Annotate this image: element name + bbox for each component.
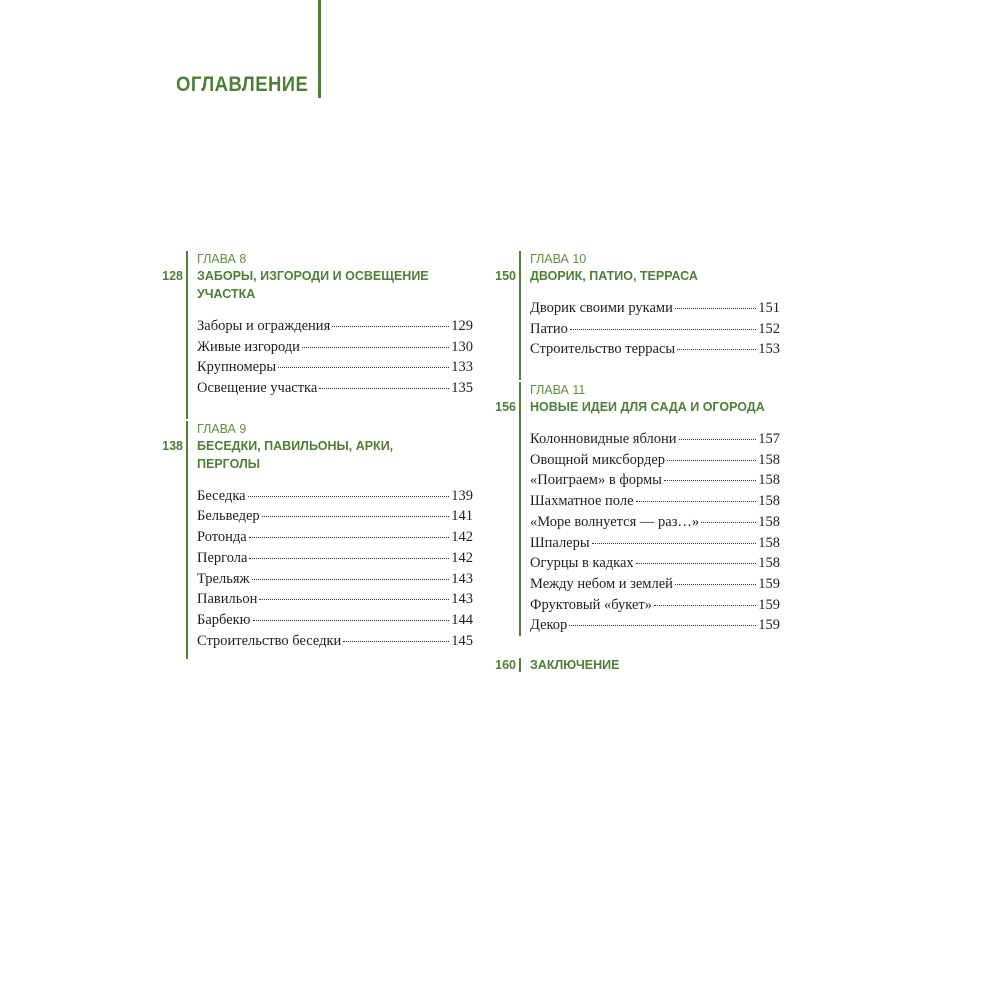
chapter-title-line: ЗАКЛЮЧЕНИЕ xyxy=(530,657,620,672)
chapter-page-number: 150 xyxy=(495,269,516,283)
chapter-heading[interactable] xyxy=(162,267,473,303)
toc-entry-page: 158 xyxy=(758,534,780,551)
toc-entry-title: Ротонда xyxy=(197,529,247,546)
chapter-divider xyxy=(186,251,188,419)
chapter-title-line: ДВОРИК, ПАТИО, ТЕРРАСА xyxy=(530,269,698,283)
toc-entry-title: Пергола xyxy=(197,549,248,566)
dot-leader xyxy=(569,625,756,626)
toc-entry-page: 142 xyxy=(451,549,473,566)
chapter-divider xyxy=(519,658,521,672)
dot-leader xyxy=(259,599,449,600)
toc-entry[interactable] xyxy=(197,631,473,652)
toc-entry-title: «Поиграем» в формы xyxy=(530,472,662,489)
chapter-page-number: 138 xyxy=(162,438,183,453)
toc-entry-title: Строительство террасы xyxy=(530,341,676,358)
toc-entry-title: Между небом и землей xyxy=(530,575,673,592)
dot-leader xyxy=(248,496,450,497)
toc-entry-title: Фруктовый «букет» xyxy=(530,596,653,613)
dot-leader xyxy=(664,480,756,481)
chapter-divider xyxy=(519,382,521,636)
toc-entry-page: 152 xyxy=(758,320,780,337)
dot-leader xyxy=(249,558,449,559)
dot-leader xyxy=(570,329,756,330)
toc-entry-page: 145 xyxy=(451,632,473,649)
toc-entry[interactable] xyxy=(530,574,780,595)
chapter-label: ГЛАВА 10 xyxy=(530,252,587,266)
toc-entry-page: 158 xyxy=(758,451,780,468)
dot-leader xyxy=(675,308,756,309)
toc-entry-page: 159 xyxy=(758,617,780,634)
toc-entry-page: 135 xyxy=(451,380,473,397)
chapter-title-line: ЗАБОРЫ, ИЗГОРОДИ И ОСВЕЩЕНИЕ xyxy=(197,269,429,283)
toc-entries xyxy=(530,429,780,636)
dot-leader xyxy=(667,460,756,461)
dot-leader xyxy=(278,367,449,368)
toc-entry-title: Павильон xyxy=(197,591,258,608)
chapter-label: ГЛАВА 11 xyxy=(530,383,586,398)
toc-entries xyxy=(197,316,473,399)
toc-entry-title: Огурцы в кадках xyxy=(530,555,634,572)
dot-leader xyxy=(249,537,450,538)
toc-entry-page: 158 xyxy=(758,493,780,510)
toc-entry[interactable] xyxy=(530,450,780,471)
dot-leader xyxy=(675,584,756,585)
toc-entry-page: 159 xyxy=(758,596,780,613)
dot-leader xyxy=(636,563,757,564)
toc-entry[interactable] xyxy=(530,339,780,360)
toc-entry[interactable] xyxy=(197,506,473,527)
toc-entry-title: Освещение участка xyxy=(197,380,318,397)
toc-entry-title: «Море волнуется — раз…» xyxy=(530,513,700,530)
toc-entry-page: 129 xyxy=(451,318,473,334)
toc-entry[interactable] xyxy=(530,491,780,512)
toc-entry-page: 143 xyxy=(451,591,473,608)
toc-entries xyxy=(530,298,780,360)
dot-leader xyxy=(679,439,757,440)
dot-leader xyxy=(592,543,757,544)
chapter-page-number: 156 xyxy=(495,400,516,415)
toc-entry[interactable] xyxy=(530,319,780,340)
toc-entry-title: Шпалеры xyxy=(530,534,590,551)
page-title: ОГЛАВЛЕНИЕ xyxy=(176,73,309,96)
chapter-title-line: БЕСЕДКИ, ПАВИЛЬОНЫ, АРКИ, xyxy=(197,438,394,453)
toc-entry-title: Бельведер xyxy=(197,508,260,525)
toc-chapter-8 xyxy=(160,251,473,419)
toc-entry-page: 158 xyxy=(758,472,780,489)
toc-entry[interactable] xyxy=(530,512,780,533)
toc-entry-title: Заборы и ограждения xyxy=(197,318,331,334)
toc-chapter-9 xyxy=(160,421,473,660)
toc-entry[interactable] xyxy=(197,316,473,337)
chapter-title-line: УЧАСТКА xyxy=(197,287,256,301)
dot-leader xyxy=(701,522,756,523)
toc-entry-page: 141 xyxy=(451,508,473,525)
toc-conclusion[interactable] xyxy=(493,656,780,674)
toc-entry[interactable] xyxy=(197,357,473,378)
toc-entry-page: 143 xyxy=(451,570,473,587)
toc-entry-page: 158 xyxy=(758,555,780,572)
toc-entry-page: 158 xyxy=(758,513,780,530)
toc-entry[interactable] xyxy=(530,470,780,491)
chapter-label: ГЛАВА 8 xyxy=(197,252,247,266)
dot-leader xyxy=(262,516,450,517)
toc-entry-title: Трельяж xyxy=(197,570,250,587)
toc-entry-page: 139 xyxy=(451,487,473,504)
toc-left-column xyxy=(160,249,473,659)
top-vertical-rule xyxy=(318,0,321,98)
toc-chapter-11 xyxy=(493,382,780,636)
toc-entry-page: 144 xyxy=(451,611,473,628)
chapter-heading[interactable] xyxy=(495,267,780,285)
chapter-title-line: ПЕРГОЛЫ xyxy=(197,456,261,471)
toc-entry-page: 157 xyxy=(758,431,780,448)
toc-entry-title: Строительство беседки xyxy=(197,632,342,649)
toc-chapter-10 xyxy=(493,251,780,380)
dot-leader xyxy=(677,349,756,350)
dot-leader xyxy=(253,620,450,621)
chapter-divider xyxy=(519,251,521,380)
toc-entry-title: Овощной миксбордер xyxy=(530,451,666,468)
toc-entry-page: 159 xyxy=(758,575,780,592)
chapter-title-line: НОВЫЕ ИДЕИ ДЛЯ САДА И ОГОРОДА xyxy=(530,400,765,415)
toc-entry-page: 130 xyxy=(451,338,473,355)
toc-entry[interactable] xyxy=(530,595,780,616)
toc-entry[interactable] xyxy=(197,569,473,590)
chapter-heading[interactable] xyxy=(162,437,473,473)
chapter-label: ГЛАВА 9 xyxy=(197,421,247,436)
chapter-page-number: 160 xyxy=(495,657,516,672)
toc-entry-page: 142 xyxy=(451,529,473,546)
toc-entry-title: Дворик своими руками xyxy=(530,300,673,316)
toc-entry-title: Патио xyxy=(530,320,568,337)
toc-entry[interactable] xyxy=(530,298,780,319)
dot-leader xyxy=(654,605,756,606)
dot-leader xyxy=(343,641,449,642)
toc-entry[interactable] xyxy=(530,429,780,450)
toc-entry[interactable] xyxy=(197,337,473,358)
chapter-heading xyxy=(495,656,780,674)
toc-entry[interactable] xyxy=(197,589,473,610)
toc-entries xyxy=(197,486,473,652)
chapter-divider xyxy=(186,421,188,660)
toc-entry-title: Беседка xyxy=(197,487,246,504)
toc-right-column xyxy=(493,249,780,674)
dot-leader xyxy=(319,388,449,389)
toc-entry-page: 133 xyxy=(451,359,473,376)
toc-entry-title: Шахматное поле xyxy=(530,493,634,510)
chapter-heading[interactable] xyxy=(495,398,780,416)
toc-entry-title: Крупномеры xyxy=(197,359,277,376)
toc-entry[interactable] xyxy=(197,486,473,507)
dot-leader xyxy=(252,579,450,580)
toc-entry[interactable] xyxy=(530,533,780,554)
dot-leader xyxy=(302,347,449,348)
toc-entry-title: Колонновидные яблони xyxy=(530,431,677,448)
toc-entry[interactable] xyxy=(197,548,473,569)
toc-entry-page: 153 xyxy=(758,341,780,358)
toc-entry-page: 151 xyxy=(758,300,780,316)
toc-entry-title: Декор xyxy=(530,617,568,634)
toc-entry-title: Барбекю xyxy=(197,611,251,628)
toc-entry-title: Живые изгороди xyxy=(197,338,300,355)
toc-entry[interactable] xyxy=(530,615,780,636)
toc-entry[interactable] xyxy=(197,610,473,631)
toc-entry[interactable] xyxy=(197,378,473,399)
toc-entry[interactable] xyxy=(197,527,473,548)
chapter-page-number: 128 xyxy=(162,269,183,283)
toc-entry[interactable] xyxy=(530,553,780,574)
dot-leader xyxy=(332,326,449,327)
dot-leader xyxy=(636,501,757,502)
